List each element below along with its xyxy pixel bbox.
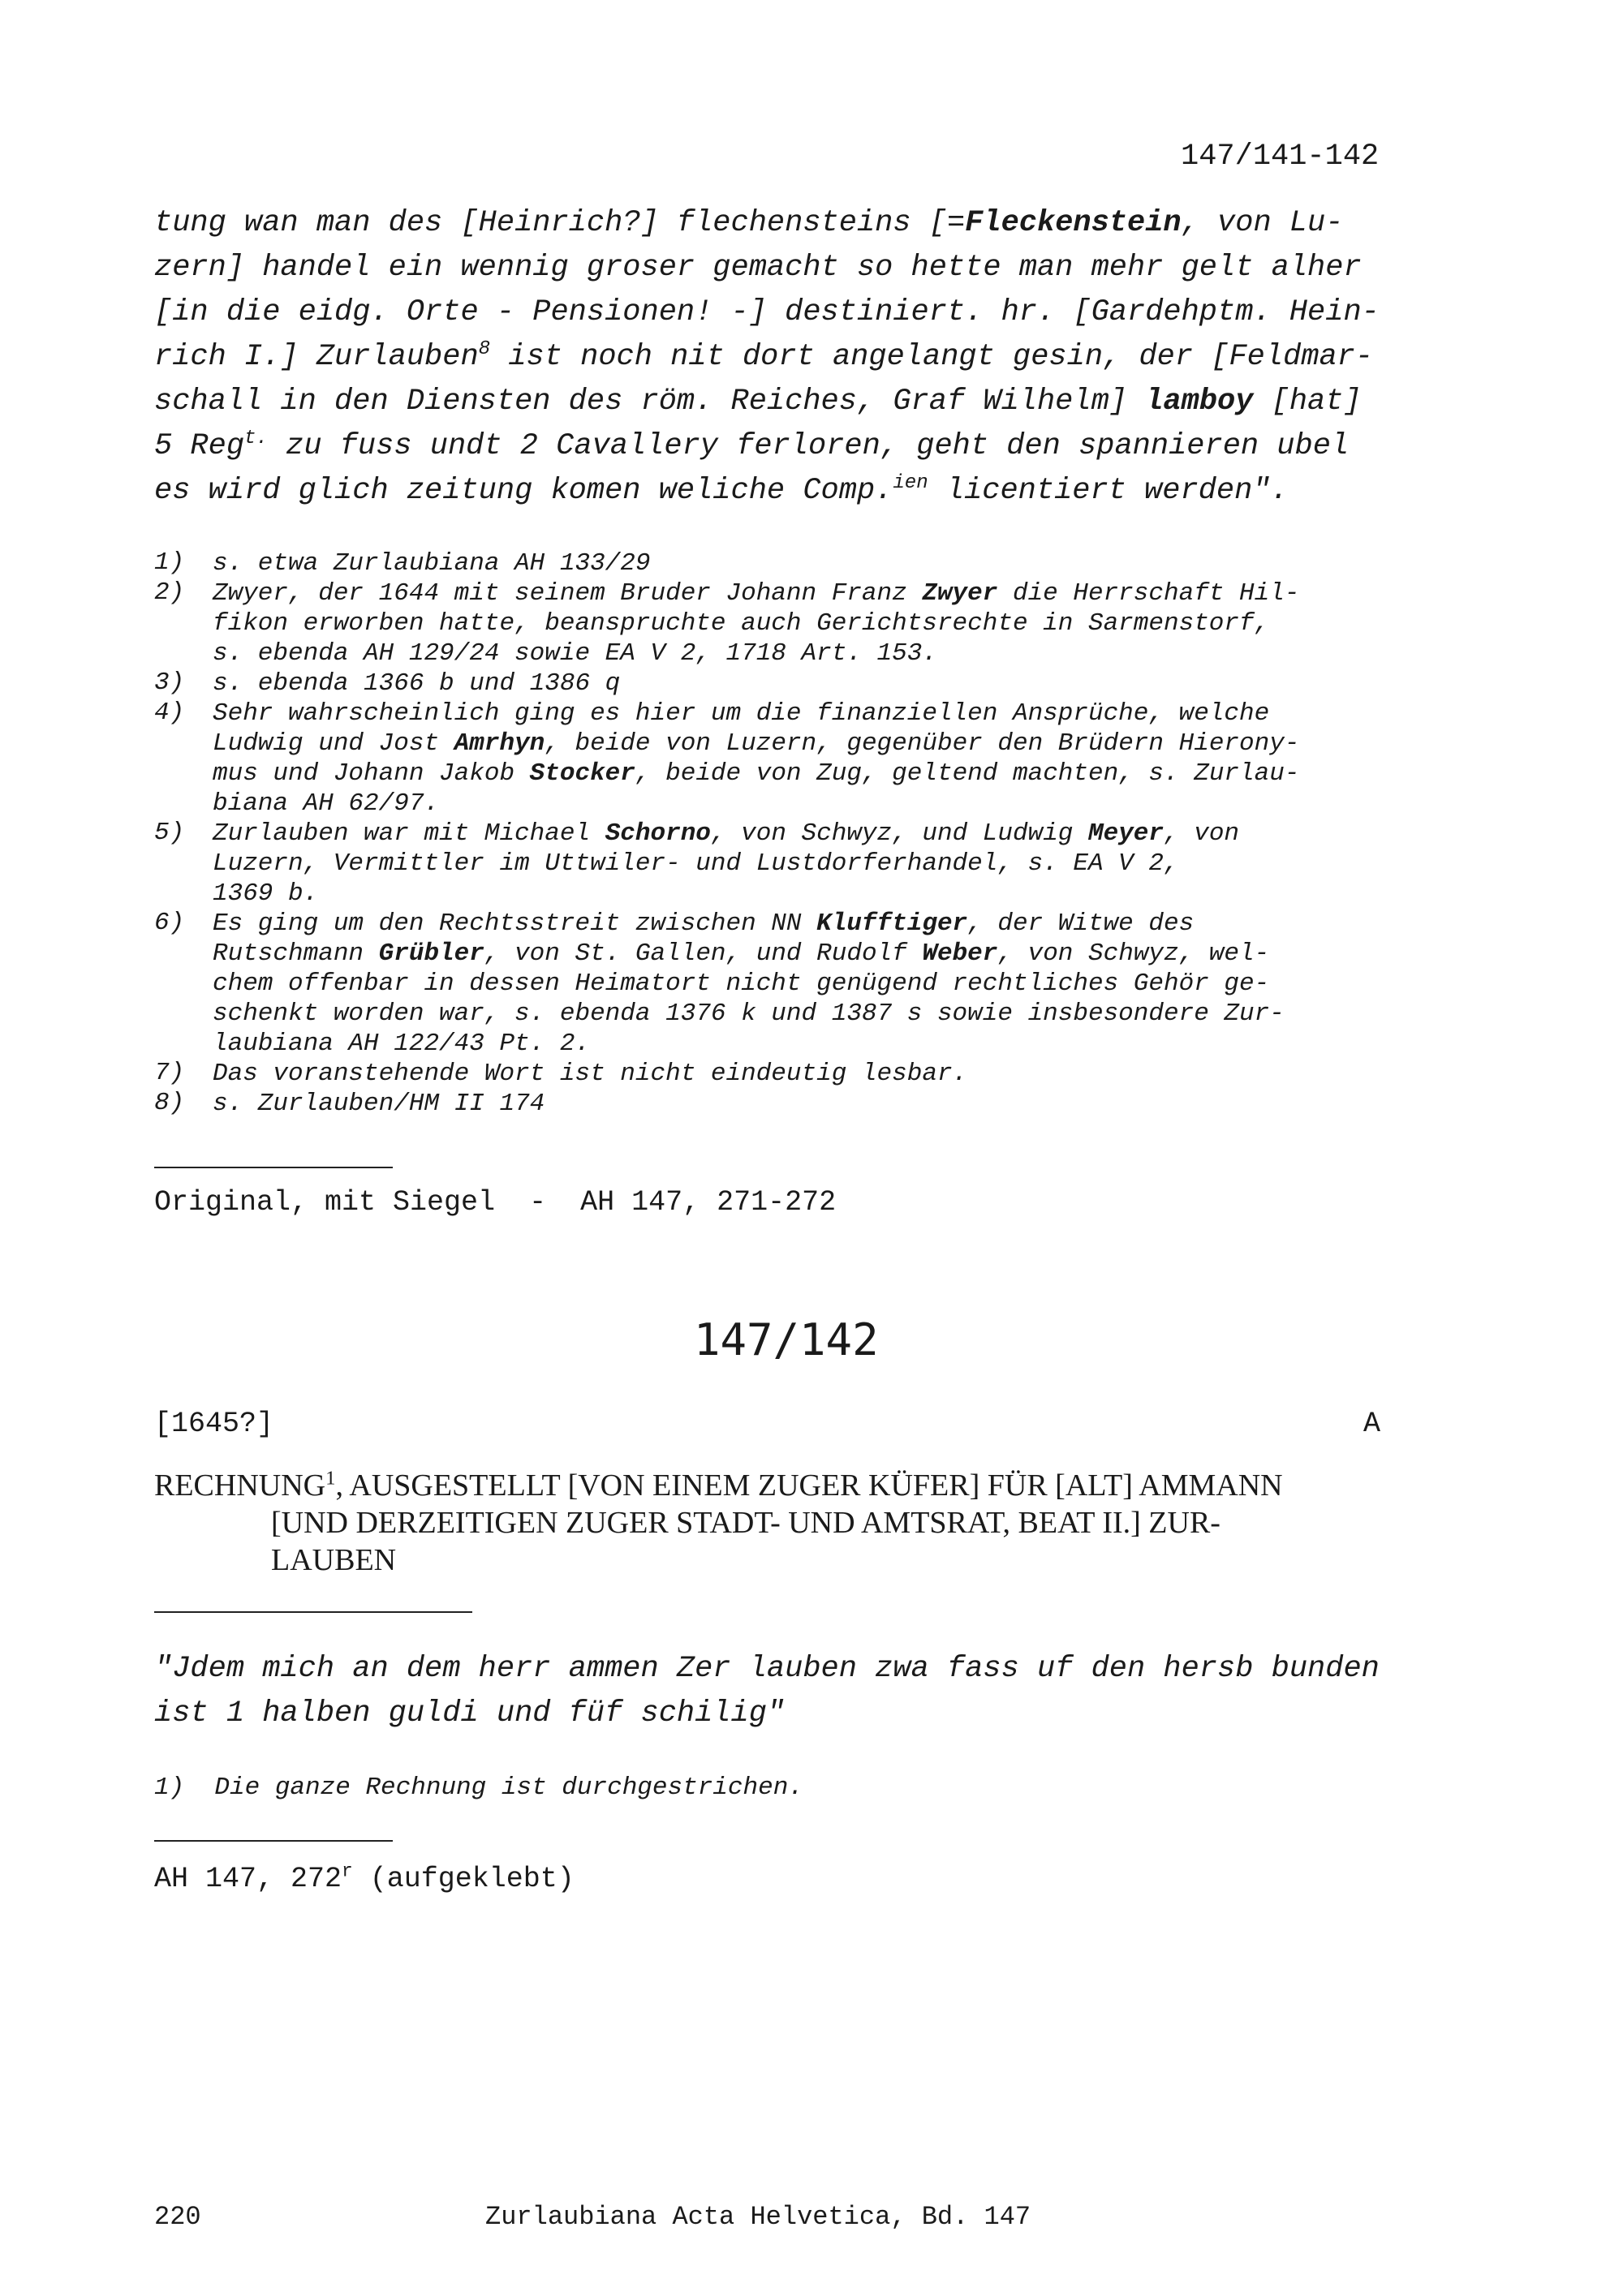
person-name: Zwyer	[922, 579, 998, 608]
text-line: s. etwa Zurlaubiana AH 133/29	[213, 549, 651, 578]
superscript: 1	[325, 1467, 336, 1490]
footnote-text	[213, 819, 1420, 909]
footnote	[154, 1089, 1420, 1119]
text-line: Zurlauben war mit Michael Schorno, von Schwyz, und Ludwig Meyer, von	[213, 819, 1240, 848]
text-line: es wird glich zeitung komen weliche Comp.$^{ien}$ licentiert werden".	[154, 471, 1289, 508]
person-name: Amrhyn	[454, 729, 545, 758]
footnote-text	[213, 699, 1420, 819]
footnote-number: 4)	[154, 699, 185, 727]
footnote	[154, 699, 1420, 819]
text-line: LAUBEN	[271, 1543, 397, 1577]
text-line: RECHNUNG$^1$, AUSGESTELLT [VON EINEM ZUGER KÜFER] FÜR [ALT] AMMANN	[154, 1467, 1283, 1503]
text-line: s. ebenda 1366 b und 1386 q	[213, 669, 621, 698]
footnote	[154, 819, 1420, 909]
text-line: Luzern, Vermittler im Uttwiler- und Lustdorferhandel, s. EA V 2,	[213, 849, 1179, 878]
text-line: schenkt worden war, s. ebenda 1376 k und 1387 s sowie insbesondere Zur-	[213, 1000, 1285, 1028]
text-line: mus und Johann Jakob Stocker, beide von Zug, geltend machten, s. Zurlau-	[213, 759, 1300, 788]
source-note: Original, mit Siegel - AH 147, 271-272	[154, 1186, 837, 1219]
footnote	[154, 548, 1420, 578]
letter-body-text	[154, 201, 1404, 514]
person-name: Klufftiger	[816, 909, 968, 938]
document-date: [1645?]	[154, 1408, 274, 1440]
superscript: 8	[478, 338, 491, 360]
person-name: Meyer	[1088, 819, 1165, 848]
separator-rule	[154, 1840, 393, 1842]
text-line: Ludwig und Jost Amrhyn, beide von Luzern, gegenüber den Brüdern Hierony-	[213, 729, 1300, 758]
text-line: Sehr wahrscheinlich ging es hier um die finanziellen Ansprüche, welche	[213, 699, 1270, 728]
text-line: Es ging um den Rechtsstreit zwischen NN Klufftiger, der Witwe des	[213, 909, 1195, 938]
person-name: Stocker	[529, 759, 635, 788]
footnote-number: 6)	[154, 909, 185, 937]
footnote-number: 8)	[154, 1089, 185, 1117]
text-line: laubiana AH 122/43 Pt. 2.	[213, 1030, 591, 1058]
document-letter: A	[1363, 1408, 1381, 1440]
text-line: 5 Reg$^{t.}$ zu fuss undt 2 Cavallery ferloren, geht den spannieren ubel	[154, 427, 1350, 463]
source-note	[154, 1860, 575, 1895]
footnote-number: 5)	[154, 819, 185, 847]
source-ref: AH 147, 272	[154, 1863, 342, 1895]
footnote-text	[213, 548, 1420, 578]
text-line: Das voranstehende Wort ist nicht eindeutig lesbar.	[213, 1060, 968, 1088]
text-line: zern] handel ein wennig groser gemacht so hette man mehr gelt alher	[154, 251, 1362, 285]
person-name: Schorno	[605, 819, 711, 848]
text-line: tung wan man des [Heinrich?] flechensteins [=Fleckenstein, von Lu-	[154, 206, 1344, 240]
footnote-text	[213, 1059, 1420, 1089]
footnote	[154, 1059, 1420, 1089]
footnote-number: 2)	[154, 578, 185, 607]
person-name: Weber	[922, 939, 998, 968]
text-line: chem offenbar in dessen Heimatort nicht genügend rechtliches Gehör ge-	[213, 970, 1270, 998]
text-line: schall in den Diensten des röm. Reiches, Graf Wilhelm] lamboy [hat]	[154, 385, 1362, 419]
document-heading	[154, 1467, 1420, 1579]
page-reference: 147/141-142	[1181, 140, 1380, 174]
text-line: Rutschmann Grübler, von St. Gallen, und Rudolf Weber, von Schwyz, wel-	[213, 939, 1270, 968]
footnote-number: 7)	[154, 1059, 185, 1087]
text-line: 1369 b.	[213, 879, 319, 908]
text-line: fikon erworben hatte, beanspruchte auch Gerichtsrechte in Sarmenstorf,	[213, 609, 1270, 638]
text-line: [in die eidg. Orte - Pensionen! -] destiniert. hr. [Gardehptm. Hein-	[154, 295, 1380, 329]
text-line: s. Zurlauben/HM II 174	[213, 1090, 545, 1118]
person-name: Grübler	[378, 939, 484, 968]
document-number: 147/142	[694, 1314, 879, 1365]
person-name: lamboy	[1145, 385, 1254, 419]
source-sup: r	[342, 1860, 353, 1882]
footnote-number: 3)	[154, 669, 185, 697]
separator-rule	[154, 1611, 472, 1613]
separator-rule	[154, 1167, 393, 1168]
text-line: rich I.] Zurlauben$^8$ ist noch nit dort angelangt gesin, der [Feldmar-	[154, 338, 1374, 374]
quoted-text	[154, 1647, 1420, 1736]
text-line: ist 1 halben guldi und füf schilig"	[154, 1696, 786, 1731]
text-line: Zwyer, der 1644 mit seinem Bruder Johann Franz Zwyer die Herrschaft Hil-	[213, 579, 1300, 608]
footnote-text	[213, 578, 1420, 669]
text-line: [UND DERZEITIGEN ZUGER STADT- UND AMTSRAT, BEAT II.] ZUR-	[271, 1506, 1220, 1540]
page-number: 220	[154, 2202, 201, 2232]
source-tail: (aufgeklebt)	[352, 1863, 575, 1895]
footnotes	[154, 548, 1420, 1119]
superscript: t.	[244, 427, 268, 449]
footer-title: Zurlaubiana Acta Helvetica, Bd. 147	[485, 2202, 1031, 2232]
footnote-number: 1)	[154, 548, 185, 577]
text-line: "Jdem mich an dem herr ammen Zer lauben zwa fass uf den hersb bunden	[154, 1652, 1380, 1686]
footnote	[154, 669, 1420, 699]
footnote-text	[213, 669, 1420, 699]
text-line: biana AH 62/97.	[213, 789, 440, 818]
footnote	[154, 909, 1420, 1059]
footnote-text	[213, 909, 1420, 1059]
footnote-text	[213, 1089, 1420, 1119]
text-line: s. ebenda AH 129/24 sowie EA V 2, 1718 Art. 153.	[213, 639, 937, 668]
footnote	[154, 578, 1420, 669]
superscript: ien	[893, 471, 928, 494]
footnote: 1) Die ganze Rechnung ist durchgestrichen.	[154, 1774, 803, 1802]
person-name: Fleckenstein	[965, 206, 1182, 240]
